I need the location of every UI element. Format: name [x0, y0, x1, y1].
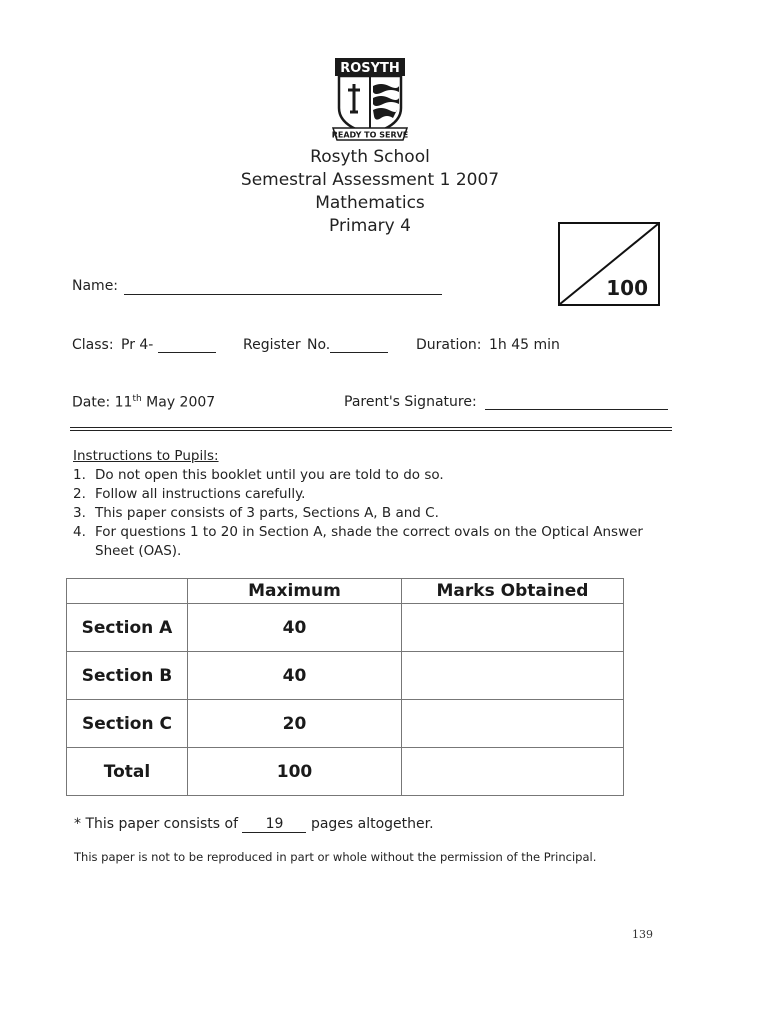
row-maximum: 100: [188, 748, 402, 796]
school-name: Rosyth School: [310, 147, 430, 167]
row-obtained[interactable]: [402, 652, 624, 700]
row-section: Section A: [67, 604, 188, 652]
register-label: Register: [243, 337, 301, 353]
date-suffix: th: [132, 394, 142, 404]
divider-rule: [70, 427, 672, 428]
score-total-value: 100: [606, 276, 648, 300]
marks-table: [66, 578, 624, 796]
parent-signature-label: Parent's Signature:: [344, 394, 477, 410]
date-field: [72, 394, 215, 411]
row-section: Section C: [67, 700, 188, 748]
row-obtained[interactable]: [402, 700, 624, 748]
subject-title: Mathematics: [315, 193, 425, 213]
row-maximum: 40: [188, 604, 402, 652]
pages-value: 19: [242, 816, 306, 833]
row-maximum: 20: [188, 700, 402, 748]
name-label: Name:: [72, 278, 119, 294]
table-row: [67, 748, 624, 796]
header-marks-obtained: Marks Obtained: [402, 579, 624, 604]
assessment-title: Semestral Assessment 1 2007: [240, 170, 500, 190]
crest-shield-icon: [331, 56, 409, 146]
level-title: Primary 4: [329, 216, 411, 236]
instruction-item: 2. Follow all instructions carefully.: [73, 486, 306, 502]
instruction-item: 1. Do not open this booklet until you are told to do so.: [73, 467, 444, 483]
header-section: [67, 579, 188, 604]
row-section: Total: [67, 748, 188, 796]
date-label: Date:: [72, 394, 111, 411]
table-row: [67, 652, 624, 700]
row-section: Section B: [67, 652, 188, 700]
instructions-block: [73, 447, 673, 561]
school-crest-logo: [331, 56, 409, 146]
pages-suffix: pages altogether.: [310, 816, 434, 832]
duration-value: 1h 45 min: [489, 337, 560, 353]
marks-table-header: [67, 579, 624, 604]
date-day: 11: [114, 394, 133, 411]
row-maximum: 40: [188, 652, 402, 700]
header-maximum: Maximum: [188, 579, 402, 604]
date-rest: May 2007: [146, 394, 216, 411]
class-prefix: Pr 4-: [121, 337, 154, 353]
total-score-box: [558, 222, 660, 306]
class-field-line[interactable]: [158, 352, 216, 353]
duration-label: Duration:: [416, 337, 482, 353]
table-row: [67, 700, 624, 748]
name-field-line[interactable]: [124, 294, 442, 295]
class-label: Class:: [72, 337, 114, 353]
crest-top-banner: ROSYTH: [340, 61, 400, 76]
pages-note: [74, 816, 434, 833]
parent-signature-line[interactable]: [485, 409, 668, 410]
row-obtained[interactable]: [402, 748, 624, 796]
page-number: 139: [632, 928, 653, 941]
table-row: [67, 604, 624, 652]
register-field-line[interactable]: [330, 352, 388, 353]
instructions-title: Instructions to Pupils:: [73, 448, 219, 464]
reproduction-notice: This paper is not to be reproduced in part or whole without the permission of the Principal.: [74, 850, 597, 864]
instruction-item: 3. This paper consists of 3 parts, Sections A, B and C.: [73, 505, 439, 521]
divider-rule-second: [70, 430, 672, 431]
instruction-item: 4. For questions 1 to 20 in Section A, shade the correct ovals on the Optical Answer Sheet (OAS).: [73, 524, 643, 559]
register-no-label: No.: [307, 337, 331, 353]
crest-motto: READY TO SERVE: [331, 130, 409, 140]
pages-prefix: * This paper consists of: [74, 816, 239, 832]
row-obtained[interactable]: [402, 604, 624, 652]
